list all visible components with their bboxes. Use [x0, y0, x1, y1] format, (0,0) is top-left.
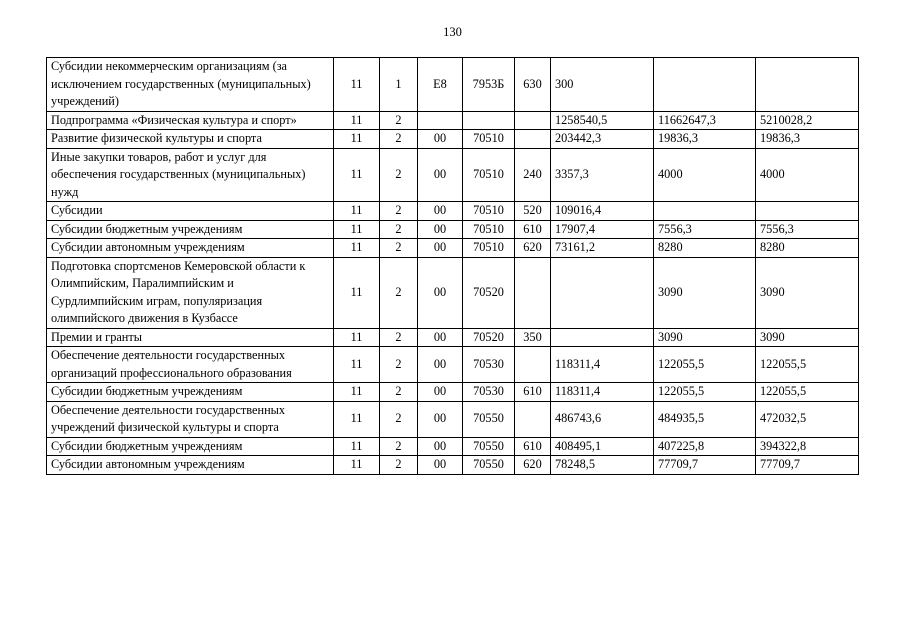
amount-year1-cell: 109016,4	[551, 202, 654, 221]
target-article-cell: 70510	[463, 239, 515, 258]
expense-type-cell: 610	[515, 437, 551, 456]
program-code-cell: 00	[418, 347, 463, 383]
amount-year2-cell: 3090	[654, 328, 756, 347]
amount-year1-cell: 3357,3	[551, 148, 654, 202]
expense-type-cell: 610	[515, 383, 551, 402]
budget-table	[46, 57, 859, 475]
subsection-code-cell: 2	[380, 202, 418, 221]
row-name-cell: Развитие физической культуры и спорта	[47, 130, 334, 149]
amount-year3-cell	[756, 58, 859, 112]
amount-year3-cell: 8280	[756, 239, 859, 258]
row-name-cell: Субсидии бюджетным учреждениям	[47, 383, 334, 402]
table-body	[47, 58, 859, 475]
amount-year1-cell: 78248,5	[551, 456, 654, 475]
program-code-cell: 00	[418, 401, 463, 437]
section-code-cell: 11	[334, 202, 380, 221]
program-code-cell: 00	[418, 148, 463, 202]
target-article-cell	[463, 111, 515, 130]
program-code-cell: 00	[418, 328, 463, 347]
expense-type-cell: 240	[515, 148, 551, 202]
expense-type-cell	[515, 347, 551, 383]
table-row	[47, 437, 859, 456]
table-row	[47, 257, 859, 328]
expense-type-cell: 610	[515, 220, 551, 239]
subsection-code-cell: 2	[380, 148, 418, 202]
expense-type-cell: 620	[515, 456, 551, 475]
expense-type-cell: 630	[515, 58, 551, 112]
amount-year2-cell: 7556,3	[654, 220, 756, 239]
table-row	[47, 220, 859, 239]
table-row	[47, 456, 859, 475]
section-code-cell: 11	[334, 347, 380, 383]
amount-year2-cell: 4000	[654, 148, 756, 202]
table-row	[47, 328, 859, 347]
table-row	[47, 202, 859, 221]
amount-year3-cell: 472032,5	[756, 401, 859, 437]
row-name-cell: Премии и гранты	[47, 328, 334, 347]
section-code-cell: 11	[334, 401, 380, 437]
target-article-cell: 70510	[463, 220, 515, 239]
section-code-cell: 11	[334, 383, 380, 402]
row-name-cell: Субсидии	[47, 202, 334, 221]
amount-year2-cell	[654, 58, 756, 112]
amount-year3-cell: 19836,3	[756, 130, 859, 149]
subsection-code-cell: 2	[380, 239, 418, 258]
amount-year2-cell: 8280	[654, 239, 756, 258]
subsection-code-cell: 2	[380, 347, 418, 383]
row-name-cell: Субсидии автономным учреждениям	[47, 456, 334, 475]
table-row	[47, 148, 859, 202]
amount-year1-cell: 118311,4	[551, 347, 654, 383]
target-article-cell: 70550	[463, 437, 515, 456]
amount-year2-cell: 484935,5	[654, 401, 756, 437]
subsection-code-cell: 2	[380, 257, 418, 328]
section-code-cell: 11	[334, 58, 380, 112]
subsection-code-cell: 2	[380, 401, 418, 437]
expense-type-cell: 350	[515, 328, 551, 347]
program-code-cell	[418, 111, 463, 130]
row-name-cell: Субсидии некоммерческим организациям (за исключением государственных (муниципальных) учреждений)	[47, 58, 334, 112]
table-row	[47, 58, 859, 112]
target-article-cell: 70510	[463, 130, 515, 149]
target-article-cell: 70550	[463, 401, 515, 437]
expense-type-cell: 620	[515, 239, 551, 258]
amount-year2-cell: 122055,5	[654, 383, 756, 402]
section-code-cell: 11	[334, 111, 380, 130]
target-article-cell: 7953Б	[463, 58, 515, 112]
target-article-cell: 70530	[463, 347, 515, 383]
amount-year1-cell: 118311,4	[551, 383, 654, 402]
amount-year1-cell: 73161,2	[551, 239, 654, 258]
amount-year2-cell: 407225,8	[654, 437, 756, 456]
section-code-cell: 11	[334, 220, 380, 239]
amount-year3-cell: 3090	[756, 328, 859, 347]
amount-year3-cell: 122055,5	[756, 383, 859, 402]
subsection-code-cell: 2	[380, 220, 418, 239]
program-code-cell: 00	[418, 220, 463, 239]
amount-year1-cell: 408495,1	[551, 437, 654, 456]
target-article-cell: 70510	[463, 148, 515, 202]
subsection-code-cell: 2	[380, 111, 418, 130]
subsection-code-cell: 2	[380, 130, 418, 149]
section-code-cell: 11	[334, 130, 380, 149]
table-row	[47, 383, 859, 402]
target-article-cell: 70510	[463, 202, 515, 221]
amount-year3-cell: 122055,5	[756, 347, 859, 383]
section-code-cell: 11	[334, 148, 380, 202]
expense-type-cell	[515, 111, 551, 130]
amount-year1-cell: 17907,4	[551, 220, 654, 239]
amount-year3-cell	[756, 202, 859, 221]
amount-year3-cell: 4000	[756, 148, 859, 202]
table-row	[47, 347, 859, 383]
amount-year3-cell: 5210028,2	[756, 111, 859, 130]
row-name-cell: Субсидии бюджетным учреждениям	[47, 437, 334, 456]
expense-type-cell: 520	[515, 202, 551, 221]
amount-year2-cell: 77709,7	[654, 456, 756, 475]
row-name-cell: Субсидии бюджетным учреждениям	[47, 220, 334, 239]
amount-year1-cell: 300	[551, 58, 654, 112]
program-code-cell: 00	[418, 130, 463, 149]
program-code-cell: 00	[418, 257, 463, 328]
expense-type-cell	[515, 130, 551, 149]
amount-year2-cell	[654, 202, 756, 221]
program-code-cell: E8	[418, 58, 463, 112]
program-code-cell: 00	[418, 202, 463, 221]
program-code-cell: 00	[418, 437, 463, 456]
expense-type-cell	[515, 401, 551, 437]
section-code-cell: 11	[334, 328, 380, 347]
expense-type-cell	[515, 257, 551, 328]
row-name-cell: Обеспечение деятельности государственных учреждений физической культуры и спорта	[47, 401, 334, 437]
amount-year3-cell: 394322,8	[756, 437, 859, 456]
table-row	[47, 111, 859, 130]
target-article-cell: 70550	[463, 456, 515, 475]
amount-year2-cell: 122055,5	[654, 347, 756, 383]
subsection-code-cell: 2	[380, 437, 418, 456]
amount-year2-cell: 11662647,3	[654, 111, 756, 130]
section-code-cell: 11	[334, 257, 380, 328]
target-article-cell: 70520	[463, 257, 515, 328]
amount-year1-cell: 203442,3	[551, 130, 654, 149]
table-row	[47, 401, 859, 437]
subsection-code-cell: 2	[380, 456, 418, 475]
program-code-cell: 00	[418, 239, 463, 258]
row-name-cell: Подготовка спортсменов Кемеровской области к Олимпийским, Паралимпийским и Сурдлимпийским играм, популяризация олимпийского движения в Кузбассе	[47, 257, 334, 328]
section-code-cell: 11	[334, 239, 380, 258]
subsection-code-cell: 2	[380, 383, 418, 402]
program-code-cell: 00	[418, 383, 463, 402]
amount-year1-cell: 1258540,5	[551, 111, 654, 130]
amount-year1-cell	[551, 328, 654, 347]
amount-year2-cell: 19836,3	[654, 130, 756, 149]
page-number: 130	[443, 25, 462, 39]
amount-year3-cell: 77709,7	[756, 456, 859, 475]
target-article-cell: 70530	[463, 383, 515, 402]
section-code-cell: 11	[334, 437, 380, 456]
row-name-cell: Иные закупки товаров, работ и услуг для обеспечения государственных (муниципальных) нужд	[47, 148, 334, 202]
row-name-cell: Подпрограмма «Физическая культура и спорт»	[47, 111, 334, 130]
subsection-code-cell: 1	[380, 58, 418, 112]
program-code-cell: 00	[418, 456, 463, 475]
subsection-code-cell: 2	[380, 328, 418, 347]
amount-year3-cell: 3090	[756, 257, 859, 328]
amount-year1-cell: 486743,6	[551, 401, 654, 437]
table-row	[47, 130, 859, 149]
table-row	[47, 239, 859, 258]
amount-year3-cell: 7556,3	[756, 220, 859, 239]
row-name-cell: Субсидии автономным учреждениям	[47, 239, 334, 258]
row-name-cell: Обеспечение деятельности государственных организаций профессионального образования	[47, 347, 334, 383]
amount-year2-cell: 3090	[654, 257, 756, 328]
section-code-cell: 11	[334, 456, 380, 475]
amount-year1-cell	[551, 257, 654, 328]
target-article-cell: 70520	[463, 328, 515, 347]
